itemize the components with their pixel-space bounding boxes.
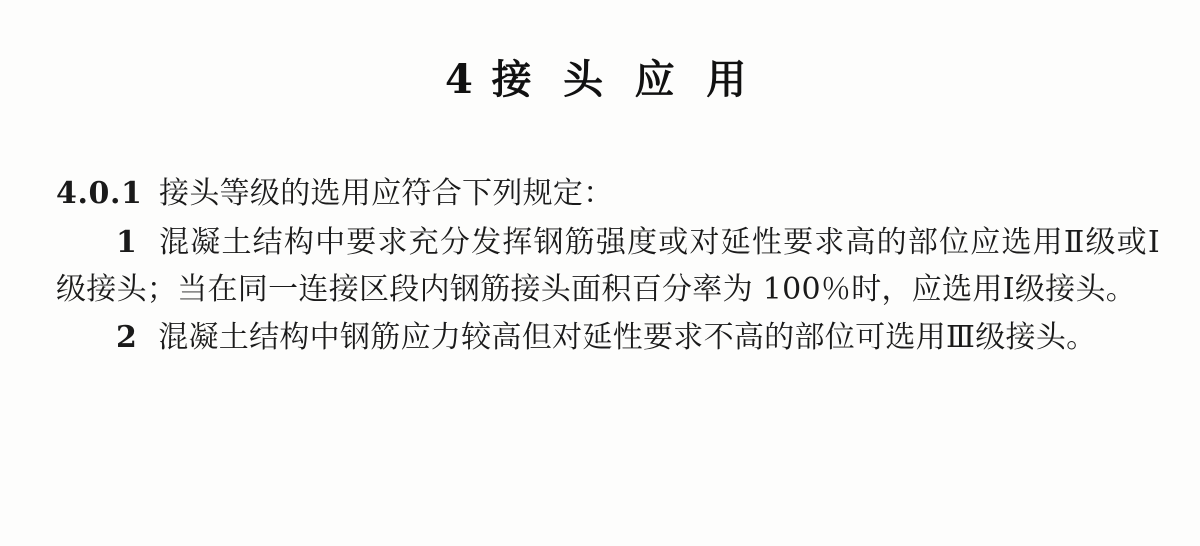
page-title	[0, 0, 1200, 105]
document-body	[0, 171, 1200, 362]
clause-text: 接头等级的选用应符合下列规定：	[159, 176, 614, 211]
list-item	[56, 315, 1160, 362]
list-item-text: 混凝土结构中钢筋应力较高但对延性要求不高的部位可选用Ⅲ级接头。	[158, 320, 1097, 356]
list-item-number: 2	[116, 320, 138, 356]
list-item-text: 混凝土结构中要求充分发挥钢筋强度或对延性要求高的部位应选用Ⅱ级或Ⅰ级接头；当在同一连接区段内钢筋接头面积百分率为 100％时，应选用Ⅰ级接头。	[56, 224, 1160, 307]
list-item-number: 1	[116, 224, 138, 260]
chapter-title-text: 接 头 应 用	[491, 56, 756, 103]
clause-number: 4.0.1	[56, 176, 143, 211]
clause-paragraph	[56, 171, 1160, 218]
chapter-number: 4	[444, 56, 478, 103]
list-item	[56, 220, 1160, 314]
